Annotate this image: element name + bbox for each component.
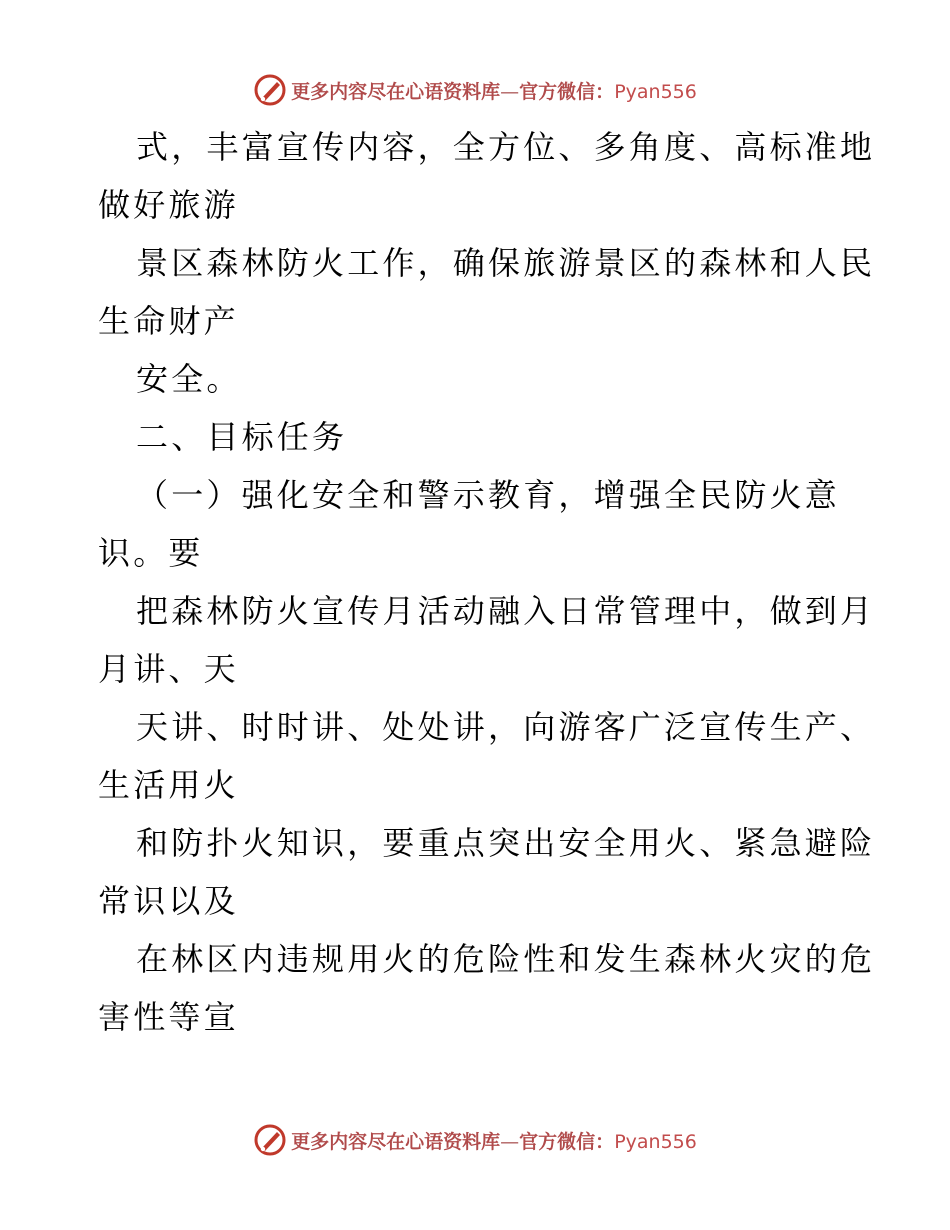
pen-logo-icon (253, 73, 287, 107)
text-line: 生命财产 (98, 302, 239, 340)
pen-logo-icon (253, 1123, 287, 1157)
text-line: 安全。 (136, 360, 242, 398)
text-line: 月讲、天 (98, 650, 239, 688)
text-line: 识。要 (98, 534, 204, 572)
text-line: 在林区内违规用火的危险性和发生森林火灾的危 (136, 940, 876, 978)
header-watermark (0, 70, 950, 110)
footer-watermark (0, 1120, 950, 1160)
text-line: 把森林防火宣传月活动融入日常管理中，做到月 (136, 592, 876, 630)
text-line: 做好旅游 (98, 186, 239, 224)
text-line: 生活用火 (98, 766, 239, 804)
watermark-text: 更多内容尽在心语资料库—官方微信：Pyan556 (291, 1130, 697, 1153)
document-body (98, 118, 876, 1046)
subsection-heading: （一）强化安全和警示教育，增强全民防火意 (136, 476, 841, 514)
text-line: 式，丰富宣传内容，全方位、多角度、高标准地 (136, 128, 876, 166)
text-line: 害性等宣 (98, 998, 239, 1036)
text-line: 景区森林防火工作，确保旅游景区的森林和人民 (136, 244, 876, 282)
text-line: 和防扑火知识，要重点突出安全用火、紧急避险 (136, 824, 876, 862)
section-heading: 二、目标任务 (136, 418, 348, 456)
text-line: 天讲、时时讲、处处讲，向游客广泛宣传生产、 (136, 708, 876, 746)
text-line: 常识以及 (98, 882, 239, 920)
watermark-text: 更多内容尽在心语资料库—官方微信：Pyan556 (291, 80, 697, 103)
